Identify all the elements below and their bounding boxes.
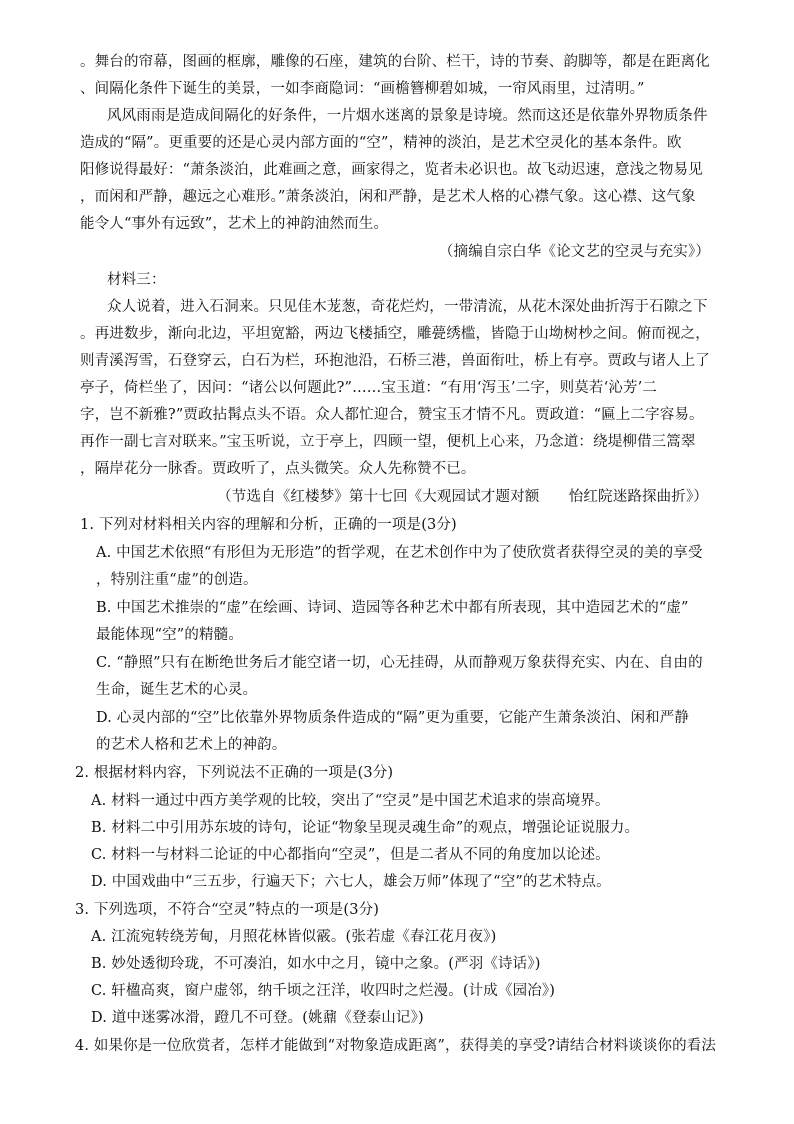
option-a-cont: ，特别注重“虚”的创造。 — [96, 572, 258, 588]
option-b: B. 中国艺术推崇的“虚”在绘画、诗词、造园等各种艺术中都有所表现，其中造园艺术的“虚” — [96, 600, 689, 616]
text-line: 。舞台的帘幕，图画的框廓，雕像的石座，建筑的台阶、栏干，诗的节奏、韵脚等，都是在距离化 — [80, 54, 710, 70]
option-a: A. 材料一通过中西方美学观的比较，突出了“空灵”是中国艺术追求的崇高境界。 — [91, 793, 610, 809]
source-citation: （摘编自宗白华《论文艺的空灵与充实》） — [438, 244, 710, 260]
text-line: 、间隔化条件下诞生的美景，一如李商隐词：“画檐簪柳碧如城，一帘风雨里，过清明。” — [80, 81, 645, 97]
option-d: D. 道中迷雾冰滑，蹬几不可登。(姚鼐《登泰山记》) — [91, 1010, 424, 1026]
option-d: D. 中国戏曲中“三五步，行遍天下；六七人，雄会万师”体现了“空”的艺术特点。 — [91, 874, 611, 890]
option-b: B. 妙处透彻玲珑，不可凑泊，如水中之月，镜中之象。(严羽《诗话》) — [91, 956, 541, 972]
option-c-cont: 生命，诞生艺术的心灵。 — [96, 682, 258, 698]
source-citation: （节选自《红楼梦》第十七回《大观园试才题对额 怡红院迷路探曲折》） — [217, 489, 708, 505]
option-a: A. 江流宛转绕芳甸，月照花林皆似霰。(张若虚《春江花月夜》) — [91, 929, 497, 945]
option-c: C. “静照”只有在断绝世务后才能空诸一切，心无挂碍，从而静观万象获得充实、内在、自由的 — [96, 655, 703, 671]
option-d-cont: 的艺术人格和艺术上的神韵。 — [96, 737, 287, 753]
text-line: ，而闲和严静，趣远之心难形。”萧条淡泊，闲和严静，是艺术人格的心襟气象。这心襟、这气象 — [80, 189, 696, 205]
option-c: C. 材料一与材料二论证的中心都指向“空灵”，但是二者从不同的角度加以论述。 — [91, 847, 610, 863]
option-d: D. 心灵内部的“空”比依靠外界物质条件造成的“隔”更为重要，它能产生萧条淡泊、闲和严静 — [96, 710, 690, 726]
text-line: 造成的“隔”。更重要的还是心灵内部方面的“空”，精神的淡泊，是艺术空灵化的基本条件。欧 — [80, 135, 682, 151]
option-b: B. 材料二中引用苏东坡的诗句，论证“物象呈现灵魂生命”的观点，增强论证说服力。 — [91, 820, 640, 836]
question-stem: 3. 下列选项，不符合“空灵”特点的一项是(3分) — [75, 902, 380, 918]
option-b-cont: 最能体现“空”的精髓。 — [96, 627, 243, 643]
text-line: 。再进数步，渐向北边，平坦宽豁，两边飞楼插空，雕甍绣槛，皆隐于山坳树杪之间。俯而视之， — [80, 326, 710, 342]
text-line: 能令人“事外有远致”，艺术上的神韵油然而生。 — [80, 216, 389, 232]
text-line: 亭子，倚栏坐了，因问：“诸公以何题此?”……宝玉道：“有用‘泻玉’二字，则莫若‘沁芳’二 — [80, 380, 658, 396]
text-line: 风风雨雨是造成间隔化的好条件，一片烟水迷离的景象是诗境。然而这还是依靠外界物质条件 — [107, 108, 708, 124]
text-line: 阳修说得最好：“萧条淡泊，此难画之意，画家得之，览者未必识也。故飞动迟速，意浅之物易见 — [80, 162, 703, 178]
question-stem: 1. 下列对材料相关内容的理解和分析，正确的一项是(3分) — [80, 517, 457, 533]
question-stem: 4. 如果你是一位欣赏者，怎样才能做到“对物象造成距离”，获得美的享受?请结合材料谈谈你的看法 — [75, 1038, 716, 1054]
question-stem: 2. 根据材料内容，下列说法不正确的一项是(3分) — [75, 765, 394, 781]
text-line: 众人说着，进入石洞来。只见佳木茏葱，奇花烂灼，一带清流，从花木深处曲折泻于石隙之下 — [107, 299, 708, 315]
text-line: ，隔岸花分一脉香。贾政听了，点头微笑。众人先称赞不已。 — [80, 461, 476, 477]
option-c: C. 轩楹高爽，窗户虚邻，纳千顷之汪洋，收四时之烂漫。(计成《园冶》) — [91, 983, 556, 999]
text-line: 再作一副七言对联来。”宝玉听说，立于亭上，四顾一望，便机上心来，乃念道：绕堤柳借三篙翠 — [80, 434, 696, 450]
text-line: 则青溪泻雪，石登穿云，白石为栏，环抱池沿，石桥三港，兽面衔吐，桥上有亭。贾政与诸人上了 — [80, 353, 710, 369]
text-line: 字，岂不新雅?”贾政拈髯点头不语。众人都忙迎合，赞宝玉才情不凡。贾政道：“匾上二字容易。 — [80, 407, 704, 423]
section-heading: 材料三： — [107, 272, 166, 288]
option-a: A. 中国艺术依照“有形但为无形造”的哲学观，在艺术创作中为了使欣赏者获得空灵的美的享受 — [96, 545, 703, 561]
